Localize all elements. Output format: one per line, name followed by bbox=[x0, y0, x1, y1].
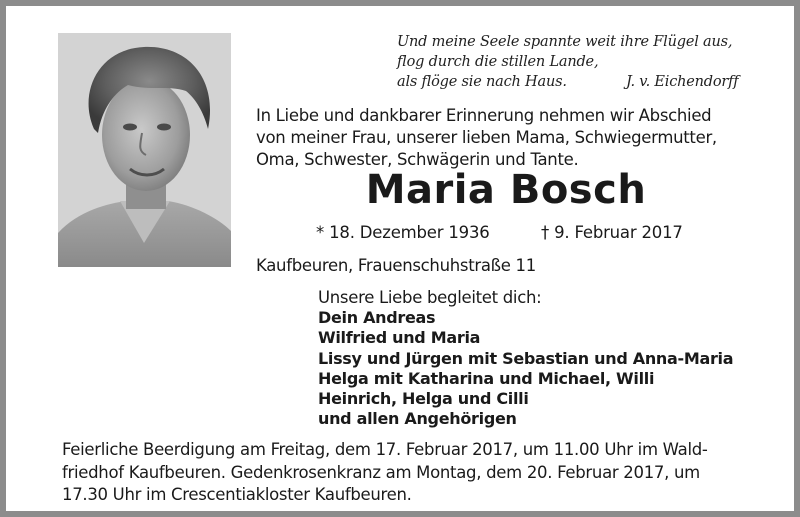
funeral-line: 17.30 Uhr im Crescentiakloster Kaufbeuren. bbox=[62, 485, 412, 504]
mourner-name: Wilfried und Maria bbox=[318, 328, 481, 348]
poem-line: flog durch die stillen Lande, bbox=[397, 54, 599, 70]
funeral-details bbox=[62, 439, 762, 507]
mourners-lead: Unsere Liebe begleitet dich: bbox=[318, 288, 542, 307]
funeral-line: Feierliche Beerdigung am Freitag, dem 17. Februar 2017, um 11.00 Uhr im Wald- bbox=[62, 440, 708, 459]
portrait-photo bbox=[58, 33, 231, 267]
poem-quote bbox=[397, 32, 757, 92]
poem-line: als flöge sie nach Haus. bbox=[397, 74, 567, 90]
intro-line: Oma, Schwester, Schwägerin und Tante. bbox=[256, 150, 579, 169]
mourners-list bbox=[318, 288, 778, 429]
intro-line: von meiner Frau, unserer lieben Mama, Schwiegermutter, bbox=[256, 128, 717, 147]
intro-line: In Liebe und dankbarer Erinnerung nehmen wir Abschied bbox=[256, 106, 712, 125]
death-date: † 9. Februar 2017 bbox=[541, 223, 683, 242]
birth-date: * 18. Dezember 1936 bbox=[316, 223, 490, 242]
deceased-name: Maria Bosch bbox=[365, 167, 647, 213]
address: Kaufbeuren, Frauenschuhstraße 11 bbox=[256, 256, 536, 275]
mourner-name: Helga mit Katharina und Michael, Willi bbox=[318, 368, 655, 388]
mourner-name: Dein Andreas bbox=[318, 308, 436, 328]
funeral-line: friedhof Kaufbeuren. Gedenkrosenkranz am Montag, dem 20. Februar 2017, um bbox=[62, 462, 700, 482]
poem-line: Und meine Seele spannte weit ihre Flügel aus, bbox=[397, 34, 733, 50]
intro-text bbox=[256, 105, 776, 171]
poem-author: J. v. Eichendorff bbox=[626, 74, 739, 90]
mourner-name: und allen Angehörigen bbox=[318, 409, 517, 429]
mourner-name: Lissy und Jürgen mit Sebastian und Anna-Maria bbox=[318, 348, 734, 368]
mourner-name: Heinrich, Helga und Cilli bbox=[318, 389, 529, 409]
